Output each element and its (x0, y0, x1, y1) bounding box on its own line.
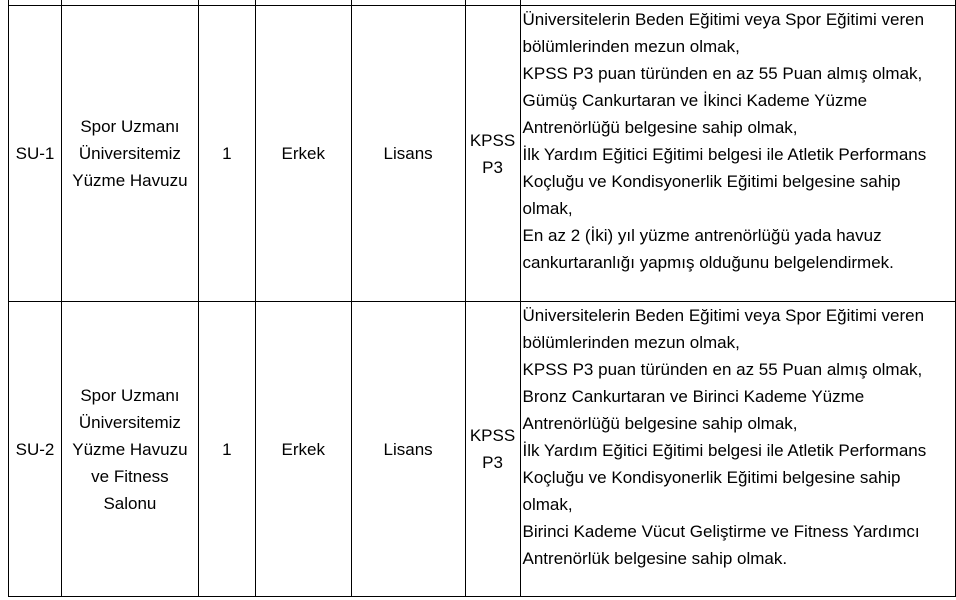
table-row (9, 6, 956, 302)
position-education: Lisans (351, 6, 465, 302)
position-exam: KPSS P3 (465, 302, 520, 597)
position-exam: KPSS P3 (465, 6, 520, 302)
position-count: 1 (198, 6, 255, 302)
position-code: SU-1 (9, 6, 62, 302)
position-education: Lisans (351, 302, 465, 597)
position-title: Spor Uzmanı Üniversitemiz Yüzme Havuzu (61, 6, 198, 302)
position-requirements: Üniversitelerin Beden Eğitimi veya Spor Eğitimi veren bölümlerinden mezun olmak, KPSS P3 puan türünden en az 55 Puan almış olmak, Bronz Cankurtaran ve Birinci Kademe Yüzme Antrenörlüğü belgesine sahip olmak, İlk Yardım Eğitici Eğitimi belgesi ile Atletik Performans Koçluğu ve Kondisyonerlik Eğitimi belgesine sahip olmak, Birinci Kademe Vücut Geliştirme ve Fitness Yardımcı Antrenörlük belgesine sahip olmak. (520, 302, 955, 597)
position-gender: Erkek (255, 6, 351, 302)
position-gender: Erkek (255, 302, 351, 597)
position-title: Spor Uzmanı Üniversitemiz Yüzme Havuzu ve Fitness Salonu (61, 302, 198, 597)
positions-table (8, 0, 956, 597)
position-code: SU-2 (9, 302, 62, 597)
position-requirements: Üniversitelerin Beden Eğitimi veya Spor Eğitimi veren bölümlerinden mezun olmak, KPSS P3 puan türünden en az 55 Puan almış olmak, Gümüş Cankurtaran ve İkinci Kademe Yüzme Antrenörlüğü belgesine sahip olmak, İlk Yardım Eğitici Eğitimi belgesi ile Atletik Performans Koçluğu ve Kondisyonerlik Eğitimi belgesine sahip olmak, En az 2 (İki) yıl yüzme antrenörlüğü yada havuz cankurtaranlığı yapmış olduğunu belgelendirmek. (520, 6, 955, 302)
position-count: 1 (198, 302, 255, 597)
table-row (9, 302, 956, 597)
